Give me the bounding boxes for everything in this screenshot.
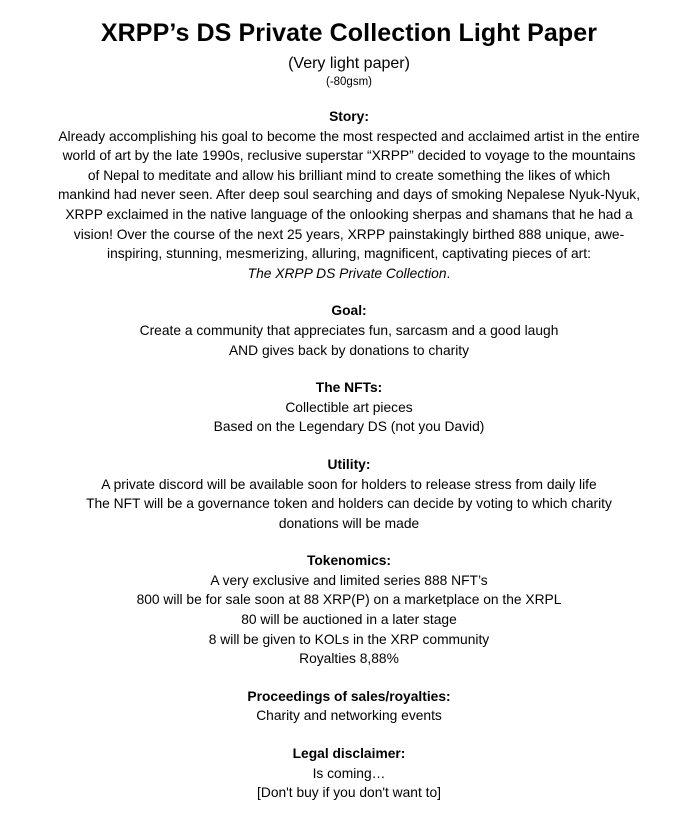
legal-line: Is coming… <box>312 765 386 781</box>
document-subtitle: (Very light paper) <box>288 55 410 72</box>
proceedings-heading: Proceedings of sales/royalties: <box>247 688 451 704</box>
legal-heading: Legal disclaimer: <box>292 746 406 762</box>
tokenomics-line: 800 will be for sale soon at 88 XRP(P) on a marketplace on the XRPL <box>136 592 562 608</box>
story-line: of Nepal to meditate and allow his brilliant mind to create something the likes of which <box>87 167 611 183</box>
story-line: Already accomplishing his goal to become the most respected and acclaimed artist in the entire <box>58 128 640 144</box>
tokenomics-section <box>0 551 698 669</box>
goal-section <box>0 301 698 360</box>
proceedings-line: Charity and networking events <box>256 708 442 724</box>
legal-line: [Don't buy if you don't want to] <box>257 785 441 801</box>
goal-line: Create a community that appreciates fun, sarcasm and a good laugh <box>139 322 559 338</box>
nfts-line: Collectible art pieces <box>285 399 413 415</box>
goal-heading: Goal: <box>331 303 367 319</box>
story-body <box>24 127 674 284</box>
utility-line: The NFT will be a governance token and holders can decide by voting to which charity <box>86 496 612 512</box>
story-line: XRPP exclaimed in the native language of the onlooking sherpas and shamans that he had a <box>65 206 633 222</box>
tokenomics-line: 80 will be auctioned in a later stage <box>241 612 457 628</box>
story-line: inspiring, stunning, mesmerizing, alluring, magnificent, captivating pieces of art: <box>107 246 591 262</box>
legal-section <box>0 744 698 803</box>
collection-name: The XRPP DS Private Collection <box>247 265 447 281</box>
utility-heading: Utility: <box>327 456 371 472</box>
utility-line: A private discord will be available soon for holders to release stress from daily life <box>101 476 597 492</box>
nfts-line: Based on the Legendary DS (not you David) <box>213 419 485 435</box>
paper-weight-note: (-80gsm) <box>325 76 372 88</box>
utility-line: donations will be made <box>278 515 420 531</box>
story-line: world of art by the late 1990s, reclusive superstar “XRPP” decided to voyage to the mountains <box>62 148 636 164</box>
story-heading: Story: <box>329 109 369 124</box>
nfts-section <box>0 378 698 437</box>
goal-line: AND gives back by donations to charity <box>228 342 470 358</box>
tokenomics-heading: Tokenomics: <box>306 553 392 569</box>
proceedings-section <box>0 687 698 726</box>
utility-section <box>0 455 698 533</box>
document-title: XRPP’s DS Private Collection Light Paper <box>100 19 598 47</box>
story-section <box>0 107 698 283</box>
story-line: vision! Over the course of the next 25 years, XRPP painstakingly birthed 888 unique, awe- <box>73 226 625 242</box>
closing-period: . <box>446 265 451 281</box>
story-closing-line <box>24 264 674 284</box>
tokenomics-line: Royalties 8,88% <box>299 651 399 667</box>
story-line: mankind had never seen. After deep soul searching and days of smoking Nepalese Nyuk-Nyuk, <box>57 187 641 203</box>
tokenomics-line: 8 will be given to KOLs in the XRP community <box>208 631 490 647</box>
tokenomics-line: A very exclusive and limited series 888 NFT’s <box>210 572 488 588</box>
nfts-heading: The NFTs: <box>315 380 383 396</box>
